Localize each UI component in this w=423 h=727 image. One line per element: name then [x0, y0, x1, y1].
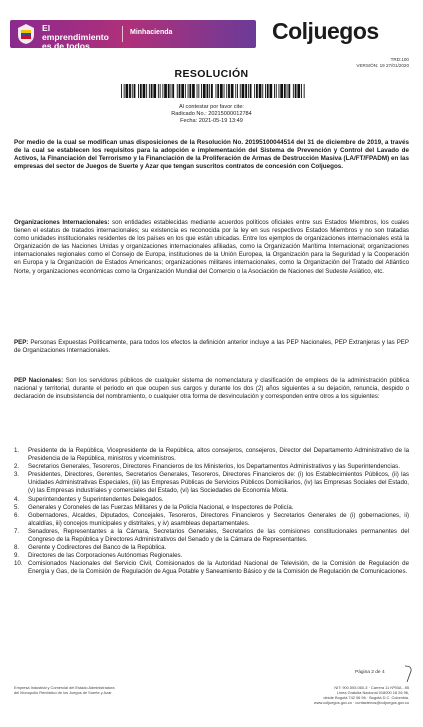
list-item-text: Gerente y Codirectores del Banco de la República. [28, 544, 167, 552]
list-item-number: 9. [14, 552, 20, 560]
footer-nit: NIT: 900.505.060-3 · Carrera 11 Nº93A - 85 [334, 685, 409, 690]
ministry-name: Minhacienda [130, 29, 173, 36]
list-item [14, 512, 409, 528]
list-item [14, 447, 409, 463]
text-organizaciones: son entidades establecidas mediante acuerdos políticos oficiales entre sus Estados Miembros, los cuales tienen el estatus de tratados internacionales; su existencia es reconocida por la ley en sus respectivos Estados Miembros y no son tratadas como unidades institucionales residentes de los países en los que están ubicadas. Entre los ejemplos de organizaciones internacionales está la Organización de las Naciones Unidas y organizaciones internacionales afiliadas, como la Organización Marítima Internacional; organizaciones internacionales regionales como el Consejo de Europa, instituciones de la Unión Europea, la Organización para la Seguridad y la Cooperación en Europa y la Organización de Estados Americanos; organizaciones militares internacionales, como la Organización del Tratado del Atlántico Norte, y organizaciones económicas como la Organización Mundial del Comercio o la Asociación de Naciones del Sudeste Asiático, etc. [14, 219, 409, 275]
list-item [14, 528, 409, 544]
text-pep-nacionales: Son los servidores públicos de cualquier sistema de nomenclatura y clasificación de empleos de la administración pública nacional y territorial, durante el periodo en que ocupen sus cargos y durante los dos (2) años siguientes a su dejación, renuncia, despido o declaración de insubsistencia del nombramiento, o cualquier otra forma de desvinculación y corresponden entre otros a los siguientes: [14, 377, 409, 401]
list-item-number: 2. [14, 463, 20, 471]
list-item-text: Generales y Coroneles de las Fuerzas Militares y de la Policía Nacional, e Inspectores de Policía. [28, 503, 294, 511]
radicado-block [0, 104, 423, 126]
text-pep: Personas Expuestas Políticamente, para todos los efectos la definición anterior incluye a las PEP Nacionales, PEP Extranjeras y las PEP de Organizaciones Internacionales. [14, 339, 409, 355]
trd-code: TRD:100 [390, 57, 409, 62]
footer-web: www.coljuegos.gov.co · contactenos@coljuegos.gov.co [313, 700, 409, 705]
list-item-number: 7. [14, 527, 20, 535]
pep-nacionales-list [14, 447, 409, 577]
list-item [14, 560, 409, 576]
radicado-number: Radicado No.: 20215000012784 [171, 111, 252, 118]
version-label: VERSIÓN: 19 27/01/2020 [356, 63, 409, 68]
list-item-number: 6. [14, 511, 20, 519]
term-pep: PEP: [14, 339, 29, 346]
paragraph-organizaciones [14, 219, 409, 276]
page-number: Página 2 de 4 [355, 670, 385, 675]
term-pep-nacionales: PEP Nacionales: [14, 377, 64, 384]
barcode-image [121, 84, 305, 98]
list-item [14, 504, 409, 512]
list-item-text: Gobernadores, Alcaldes, Diputados, Concejales, Tesoreros, Directores Financieros y Secretarios Generales de (i) gobernaciones, ii) alcaldías, iii) concejos municipales y distritales, y iv) asambleas departamentales. [28, 511, 409, 527]
footer-company-line2: del Monopolio Rentístico de los Juegos de Suerte y Azar [14, 690, 112, 695]
footer-phone: Línea Gratuita Nacional 018000 18 26 96, [336, 690, 409, 695]
header-banner [10, 20, 256, 51]
page-corner-mark-icon [402, 664, 414, 684]
document-title: RESOLUCIÓN [174, 68, 249, 80]
list-item-text: Superintendentes y Superintendentes Delegados. [28, 495, 164, 503]
list-item-text: Comisionados Nacionales del Servicio Civil, Comisionados de la Autoridad Nacional de Televisión, de la Comisión de Regulación de Energía y Gas, de la Comisión de Regulación de Agua Potable y Saneamiento Básico y de la Comisión de Regulación de Comunicaciones. [28, 560, 409, 576]
radicado-date: Fecha: 2021-05-19 13:49 [180, 118, 243, 125]
list-item [14, 463, 409, 471]
radicado-cite-label: Al contestar por favor cite: [179, 104, 244, 110]
banner-divider [122, 26, 123, 42]
footer-company-info [14, 685, 115, 695]
list-item-number: 5. [14, 503, 20, 511]
paragraph-pep [14, 339, 409, 355]
list-item-number: 1. [14, 447, 20, 454]
list-item [14, 471, 409, 495]
list-item-text: Presidente de la República, Vicepresidente de la República, altos consejeros, consejeros, Director del Departamento Administrativo de la Presidencia de la República, ministros y viceministros. [28, 447, 409, 463]
term-organizaciones: Organizaciones Internacionales: [14, 219, 110, 226]
list-item-text: Secretarios Generales, Tesoreros, Directores Financieros de los Ministerios, los Departamentos Administrativos y las Superintendencias. [28, 463, 400, 471]
list-item-number: 4. [14, 495, 20, 503]
list-item [14, 544, 409, 552]
list-item-number: 10. [14, 560, 23, 568]
coljuegos-logo: Coljuegos [272, 18, 379, 44]
list-item-text: Senadores, Representantes a la Cámara, Secretarios Generales, Secretarios de las comisiones constitucionales permanentes del Congreso de la República y Directores Administrativos del Senado y de la Cámara de Representantes. [28, 527, 409, 544]
footer-contact-info [314, 685, 409, 705]
banner-slogan: El emprendimiento es de todos [42, 23, 109, 51]
list-item [14, 552, 409, 560]
list-item-number: 8. [14, 544, 20, 552]
paragraph-pep-nacionales [14, 377, 409, 401]
list-item-text: Presidentes, Directores, Gerentes, Secretarios Generales, Tesoreros, Directores Financieros de: (i) los Establecimientos Públicos, (ii) las Unidades Administrativas Especiales, (iii) las Empresas Públicas de Servicios Públicos Domiciliarios, (iv) las Empresas Sociales del Estado, (v) las Empresas industriales y comerciales del Estado, (vi) las Sociedades de Economía Mixta. [28, 471, 409, 495]
footer-company-line1: Empresa Industrial y Comercial del Estado Administradora [14, 685, 115, 690]
list-item [14, 496, 409, 504]
colombia-crest-icon [16, 23, 36, 45]
list-item-text: Directores de las Corporaciones Autónomas Regionales. [28, 552, 183, 560]
list-item-number: 3. [14, 471, 20, 479]
resolution-intro: Por medio de la cual se modifican unas disposiciones de la Resolución No. 20195100044514 del 31 de diciembre de 2019, a través de la cual se establecen los requisitos para la adopción e implementación del Sistema de Prevención y Control del Lavado de Activos, la Financiación del Terrorismo y la Financiación de la Proliferación de Armas de Destrucción Masiva (LA/FT/FPADM) en las empresas del sector de Juegos de Suerte y Azar que tengan suscritos contratos de concesión con Coljuegos. [14, 139, 409, 171]
footer-address: desde Bogotá 742 06 96 · Bogotá D.C. Colombia. [323, 695, 409, 700]
